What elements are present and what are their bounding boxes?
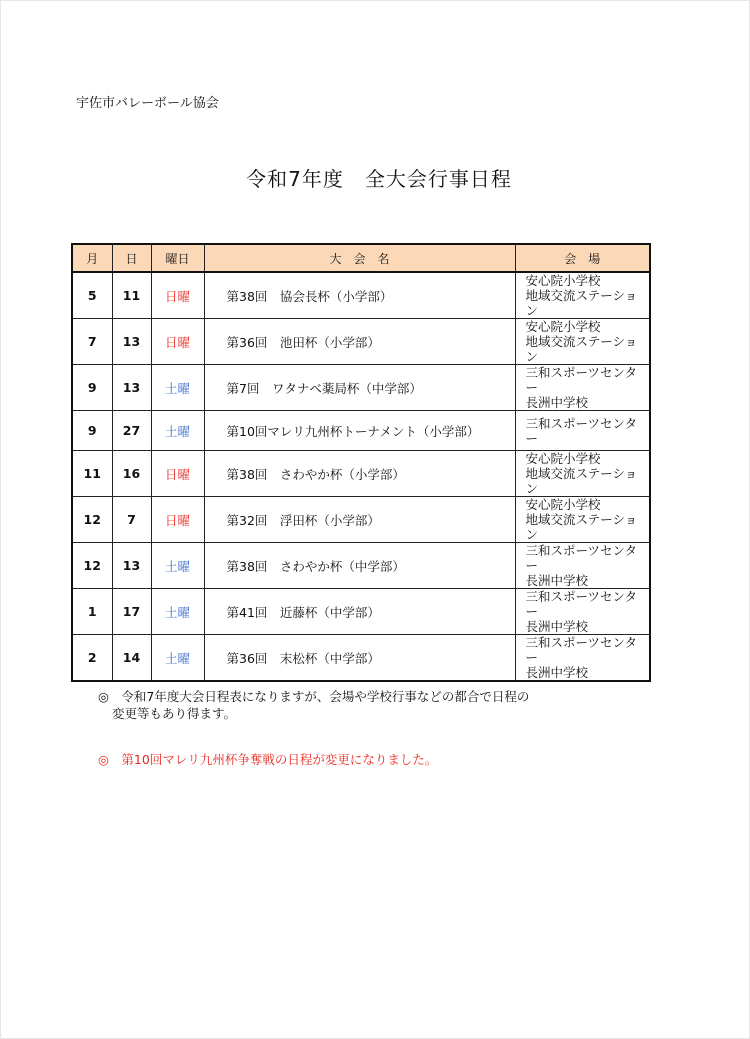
venue-line: 地域交流ステーション bbox=[525, 512, 638, 542]
cell-event-name: 第7回 ワタナベ薬局杯（中学部） bbox=[204, 365, 515, 411]
cell-venue bbox=[515, 589, 650, 635]
venue-line: 長洲中学校 bbox=[525, 619, 589, 634]
venue-line: 長洲中学校 bbox=[525, 573, 589, 588]
cell-event-name: 第36回 末松杯（中学部） bbox=[204, 635, 515, 682]
header-event-name: 大 会 名 bbox=[204, 244, 515, 272]
table-row bbox=[72, 411, 650, 451]
cell-month: 1 bbox=[72, 589, 112, 635]
cell-day: 13 bbox=[112, 543, 151, 589]
table-row bbox=[72, 451, 650, 497]
table-row bbox=[72, 497, 650, 543]
venue-line: 三和スポーツセンター bbox=[525, 543, 638, 573]
table-row bbox=[72, 272, 650, 319]
cell-venue bbox=[515, 635, 650, 682]
cell-month: 9 bbox=[72, 365, 112, 411]
table-row bbox=[72, 589, 650, 635]
cell-venue bbox=[515, 411, 650, 451]
venue-line: 地域交流ステーション bbox=[525, 288, 638, 318]
cell-weekday: 土曜 bbox=[151, 365, 204, 411]
venue-line: 長洲中学校 bbox=[525, 665, 589, 680]
cell-day: 16 bbox=[112, 451, 151, 497]
venue-line: 三和スポーツセンター bbox=[525, 365, 638, 395]
cell-weekday: 土曜 bbox=[151, 411, 204, 451]
cell-venue bbox=[515, 497, 650, 543]
note-schedule-change bbox=[98, 688, 529, 722]
header-month: 月 bbox=[72, 244, 112, 272]
cell-weekday: 日曜 bbox=[151, 451, 204, 497]
cell-weekday: 土曜 bbox=[151, 635, 204, 682]
cell-month: 5 bbox=[72, 272, 112, 319]
note-line-2: 変更等もあり得ます。 bbox=[112, 706, 237, 721]
cell-weekday: 日曜 bbox=[151, 319, 204, 365]
cell-day: 11 bbox=[112, 272, 151, 319]
venue-line: 地域交流ステーション bbox=[525, 466, 638, 496]
page-title: 令和7年度 全大会行事日程 bbox=[246, 167, 512, 191]
organization-name: 宇佐市バレーボール協会 bbox=[76, 96, 219, 111]
cell-venue bbox=[515, 319, 650, 365]
cell-weekday: 土曜 bbox=[151, 589, 204, 635]
table-row bbox=[72, 543, 650, 589]
venue-line: 三和スポーツセンター bbox=[525, 635, 638, 665]
cell-venue bbox=[515, 272, 650, 319]
cell-venue bbox=[515, 543, 650, 589]
cell-month: 9 bbox=[72, 411, 112, 451]
header-venue: 会 場 bbox=[515, 244, 650, 272]
cell-weekday: 土曜 bbox=[151, 543, 204, 589]
header-weekday: 曜日 bbox=[151, 244, 204, 272]
cell-month: 12 bbox=[72, 543, 112, 589]
cell-month: 7 bbox=[72, 319, 112, 365]
cell-venue bbox=[515, 365, 650, 411]
venue-line: 安心院小学校 bbox=[525, 273, 601, 288]
cell-month: 12 bbox=[72, 497, 112, 543]
table-row bbox=[72, 635, 650, 682]
cell-event-name: 第41回 近藤杯（中学部） bbox=[204, 589, 515, 635]
venue-line: 長洲中学校 bbox=[525, 395, 589, 410]
cell-event-name: 第32回 浮田杯（小学部） bbox=[204, 497, 515, 543]
venue-line: 安心院小学校 bbox=[525, 497, 601, 512]
note-date-changed: ◎ 第10回マレリ九州杯争奪戦の日程が変更になりました。 bbox=[98, 752, 438, 767]
cell-event-name: 第38回 協会長杯（小学部） bbox=[204, 272, 515, 319]
cell-day: 17 bbox=[112, 589, 151, 635]
venue-line: 地域交流ステーション bbox=[525, 334, 638, 364]
venue-line: 安心院小学校 bbox=[525, 451, 601, 466]
cell-event-name: 第38回 さわやか杯（小学部） bbox=[204, 451, 515, 497]
cell-weekday: 日曜 bbox=[151, 272, 204, 319]
cell-day: 14 bbox=[112, 635, 151, 682]
cell-month: 11 bbox=[72, 451, 112, 497]
cell-day: 27 bbox=[112, 411, 151, 451]
cell-month: 2 bbox=[72, 635, 112, 682]
cell-venue bbox=[515, 451, 650, 497]
cell-day: 13 bbox=[112, 365, 151, 411]
cell-event-name: 第38回 さわやか杯（中学部） bbox=[204, 543, 515, 589]
cell-day: 7 bbox=[112, 497, 151, 543]
table-header-row bbox=[72, 244, 650, 272]
cell-day: 13 bbox=[112, 319, 151, 365]
cell-weekday: 日曜 bbox=[151, 497, 204, 543]
table-row bbox=[72, 365, 650, 411]
venue-line: 三和スポーツセンター bbox=[525, 589, 638, 619]
schedule-table bbox=[71, 243, 651, 682]
cell-event-name: 第36回 池田杯（小学部） bbox=[204, 319, 515, 365]
cell-event-name: 第10回マレリ九州杯トーナメント（小学部） bbox=[204, 411, 515, 451]
note-line-1: ◎ 令和7年度大会日程表になりますが、会場や学校行事などの都合で日程の bbox=[98, 689, 530, 704]
venue-line: 三和スポーツセンター bbox=[525, 415, 638, 446]
venue-line: 安心院小学校 bbox=[525, 319, 601, 334]
table-row bbox=[72, 319, 650, 365]
header-day: 日 bbox=[112, 244, 151, 272]
